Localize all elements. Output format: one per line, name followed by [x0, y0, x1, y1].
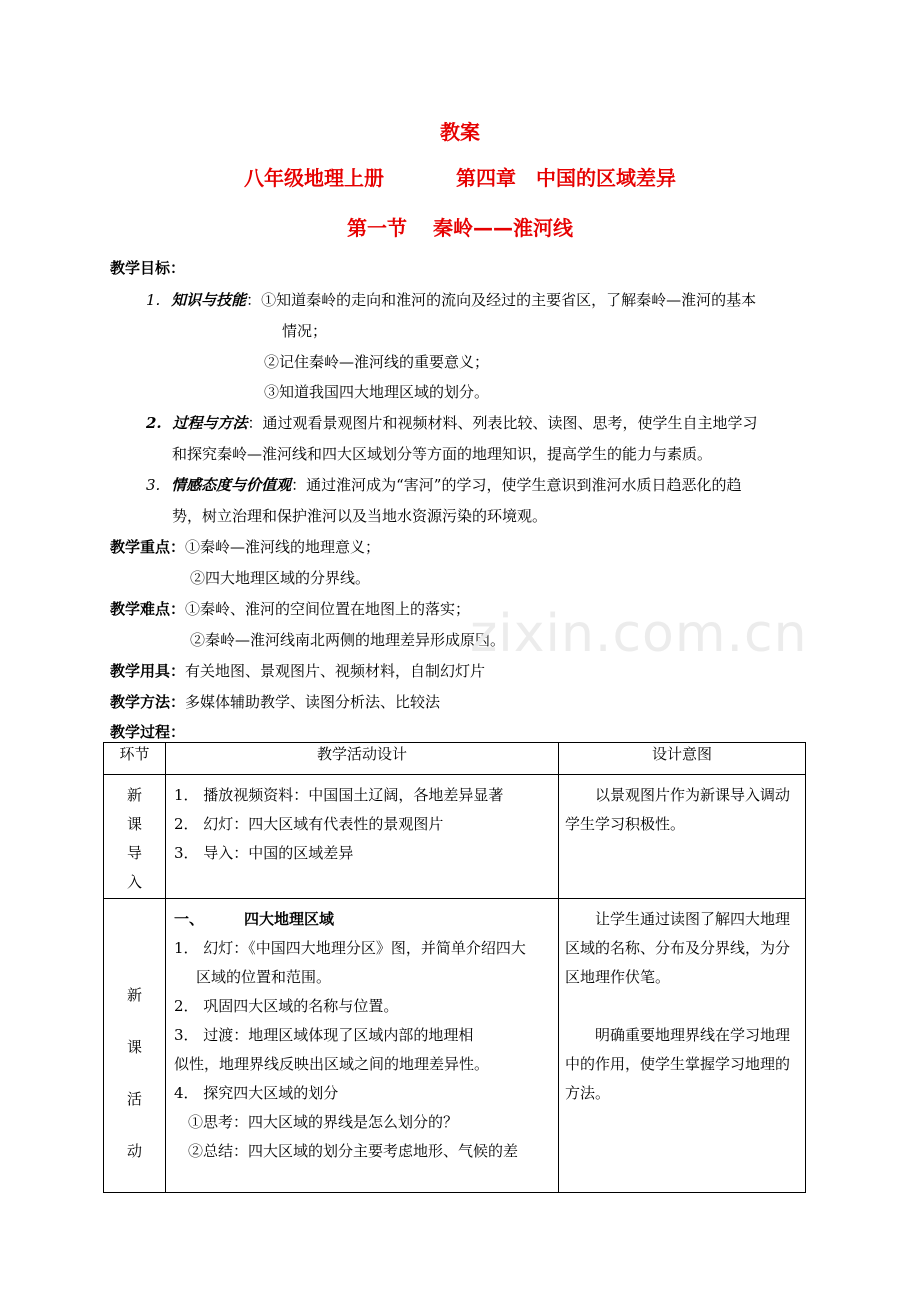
watermark: zixin.com.cn	[470, 604, 808, 664]
table-header-row	[104, 743, 806, 775]
header-activity: 教学活动设计	[166, 743, 559, 775]
activity-item: 2． 巩固四大区域的名称与位置。	[174, 997, 399, 1015]
stage-char: 新	[126, 786, 142, 804]
goal-emotion-label: 情感态度与价值观	[171, 476, 292, 494]
header-intent: 设计意图	[559, 743, 806, 775]
section-heading	[0, 212, 920, 241]
book-chapter-heading	[0, 162, 920, 191]
activity-item: 3． 过渡：地理区域体现了区域内部的地理相	[174, 1026, 474, 1044]
activity-item: 似性，地理界线反映出区域之间的地理差异性。	[174, 1055, 490, 1073]
methods-text: 多媒体辅助教学、读图分析法、比较法	[185, 693, 441, 711]
intent-text: 以景观图片作为新课导入调动学生学习积极性。	[565, 786, 791, 833]
activity-item: 4． 探究四大区域的划分	[174, 1084, 339, 1102]
intent-text: 明确重要地理界线在学习地理中的作用，使学生掌握学习地理的方法。	[565, 1026, 791, 1102]
goal-knowledge-line-2: 情况；	[282, 322, 328, 340]
goal-knowledge	[146, 290, 756, 310]
process-label: 教学过程：	[110, 723, 186, 741]
key-point-2: ②四大地理区域的分界线。	[190, 569, 371, 587]
difficulty-1: ①秦岭、淮河的空间位置在地图上的落实；	[185, 600, 471, 618]
activity-cell	[166, 775, 559, 899]
teaching-tools	[110, 661, 485, 681]
difficulties-label: 教学难点：	[110, 600, 186, 618]
book-name: 八年级地理上册	[244, 166, 384, 190]
doc-title: 教案	[440, 120, 480, 144]
key-point-1: ①秦岭—淮河线的地理意义；	[185, 538, 381, 556]
goal-knowledge-line-3: ②记住秦岭—淮河线的重要意义；	[264, 353, 490, 371]
stage-char: 动	[126, 1142, 142, 1160]
goal-process-label: 过程与方法	[172, 414, 248, 432]
goals-label: 教学目标：	[110, 259, 186, 277]
activity-heading-text: 四大地理区域	[244, 910, 335, 928]
goal-emotion-line-2: 势，树立治理和保护淮河以及当地水资源污染的环境观。	[172, 507, 548, 525]
intent-text: 让学生通过读图了解四大地理区域的名称、分布及分界线，为分区地理作伏笔。	[565, 910, 791, 986]
goal-emotion-num: 3.	[146, 476, 161, 494]
activity-heading-num: 一、	[174, 910, 205, 928]
activity-item: ①思考：四大区域的界线是怎么划分的？	[188, 1113, 459, 1131]
key-points	[110, 537, 380, 557]
stage-char: 入	[126, 873, 142, 891]
table-row	[104, 775, 806, 899]
goal-emotion-line-1: ：通过淮河成为“害河”的学习，使学生意识到淮河水质日趋恶化的趋	[291, 476, 742, 494]
intent-cell	[559, 775, 806, 899]
goal-process-line-1: ：通过观看景观图片和视频材料、列表比较、读图、思考，使学生自主地学习	[247, 414, 758, 432]
goal-knowledge-num: 1.	[146, 291, 161, 309]
goal-knowledge-line-4: ③知道我国四大地理区域的划分。	[264, 383, 490, 401]
stage-char: 导	[126, 844, 142, 862]
stage-cell	[104, 775, 166, 899]
intent-cell	[559, 899, 806, 1193]
table-row	[104, 899, 806, 1193]
goal-knowledge-line-1: ：①知道秦岭的走向和淮河的流向及经过的主要省区，了解秦岭—淮河的基本	[246, 291, 757, 309]
activity-item: 1． 幻灯：《中国四大地理分区》图，并简单介绍四大	[174, 939, 526, 957]
key-points-label: 教学重点：	[110, 538, 186, 556]
activity-cell	[166, 899, 559, 1193]
goal-knowledge-label: 知识与技能	[171, 291, 247, 309]
stage-char: 新	[126, 986, 142, 1004]
activity-item: 3． 导入：中国的区域差异	[174, 844, 354, 862]
activity-item: 区域的位置和范围。	[196, 968, 332, 986]
goal-process-line-2: 和探究秦岭—淮河线和四大区域划分等方面的地理知识，提高学生的能力与素质。	[172, 445, 713, 463]
header-stage: 环节	[104, 743, 166, 775]
tools-label: 教学用具：	[110, 662, 186, 680]
stage-char: 活	[126, 1090, 142, 1108]
teaching-methods	[110, 692, 440, 712]
goal-process	[146, 413, 757, 433]
tools-text: 有关地图、景观图片、视频材料，自制幻灯片	[185, 662, 486, 680]
stage-char: 课	[126, 815, 142, 833]
difficulty-2: ②秦岭—淮河线南北两侧的地理差异形成原因。	[190, 631, 506, 649]
section-number: 第一节	[347, 216, 407, 240]
section-name: 秦岭——淮河线	[433, 216, 573, 240]
activity-heading	[174, 905, 550, 934]
goal-emotion	[146, 475, 741, 495]
difficulties	[110, 599, 470, 619]
stage-char: 课	[126, 1038, 142, 1056]
goal-process-num: 2.	[146, 414, 162, 432]
stage-cell	[104, 899, 166, 1193]
activity-item: 1． 播放视频资料：中国国土辽阔，各地差异显著	[174, 786, 504, 804]
activity-item: 2． 幻灯：四大区域有代表性的景观图片	[174, 815, 444, 833]
chapter-name: 第四章 中国的区域差异	[456, 166, 676, 190]
methods-label: 教学方法：	[110, 693, 186, 711]
activity-item: ②总结：四大区域的划分主要考虑地形、气候的差	[188, 1142, 519, 1160]
process-table	[103, 742, 806, 1193]
